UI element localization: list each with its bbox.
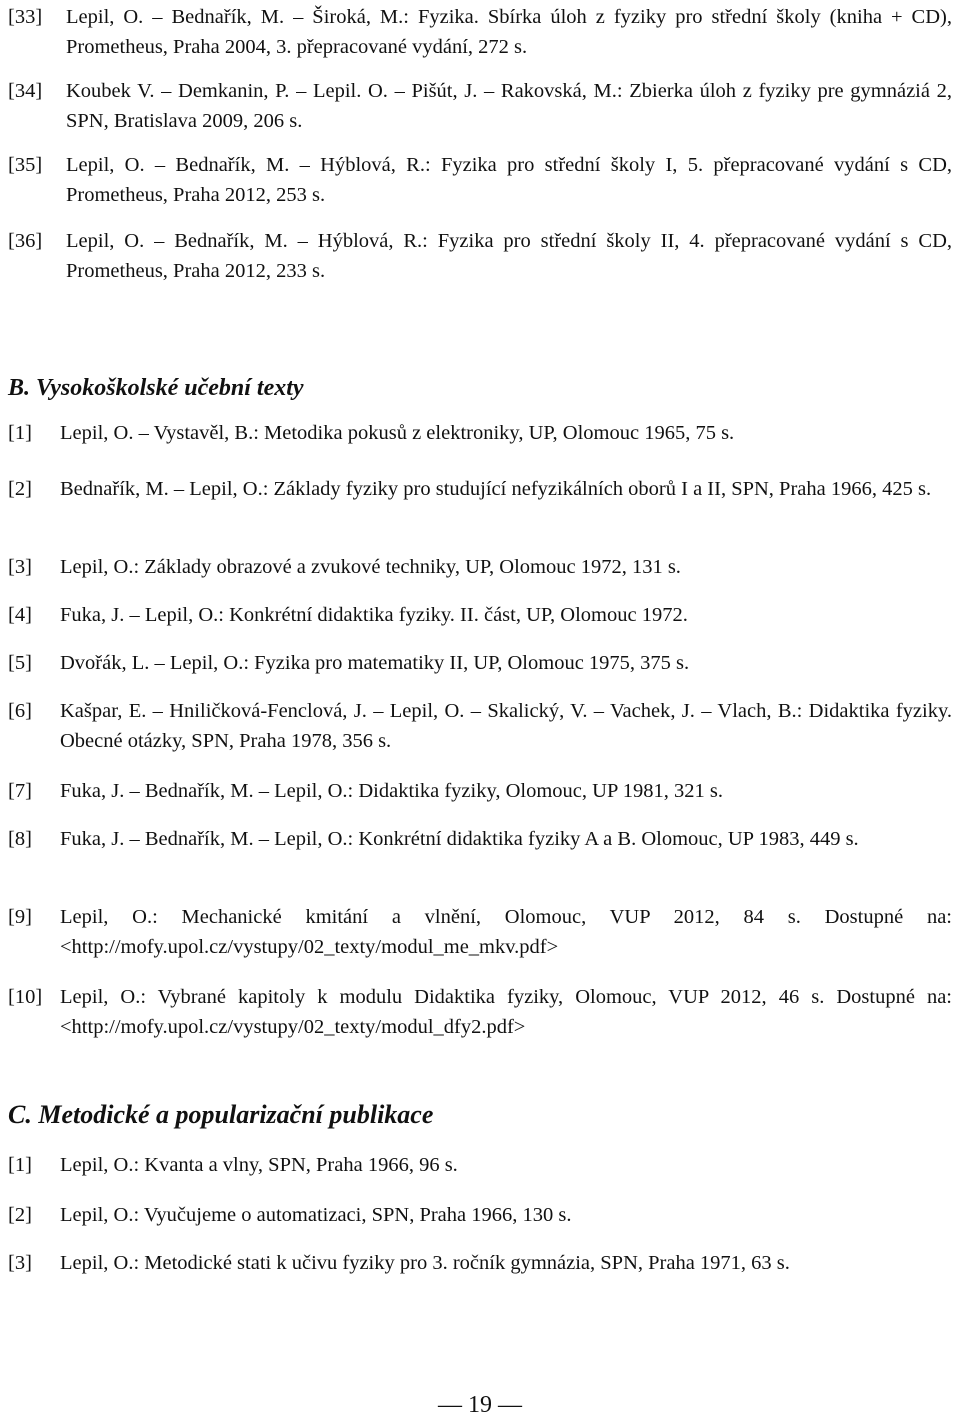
reference-item xyxy=(8,2,952,62)
reference-number: [7] xyxy=(8,780,32,802)
reference-number: [1] xyxy=(8,1154,32,1176)
reference-text: Lepil, O.: Vybrané kapitoly k modulu Didaktika fyziky, Olomouc, VUP 2012, 46 s. Dostupné na: <http://mofy.upol.cz/vystupy/02_texty/modul_dfy2.pdf> xyxy=(60,986,952,1038)
reference-number: [2] xyxy=(8,1204,32,1226)
reference-text: Lepil, O. – Bednařík, M. – Široká, M.: Fyzika. Sbírka úloh z fyziky pro střední školy (kniha + CD), Prometheus, Praha 2004, 3. přepracované vydání, 272 s. xyxy=(66,6,952,58)
reference-item xyxy=(8,1150,952,1180)
reference-number: [33] xyxy=(8,6,43,28)
reference-item xyxy=(8,982,952,1042)
reference-text: Lepil, O.: Mechanické kmitání a vlnění, Olomouc, VUP 2012, 84 s. Dostupné na: <http://mofy.upol.cz/vystupy/02_texty/modul_me_mkv.pdf> xyxy=(60,906,952,958)
reference-item xyxy=(8,226,952,286)
reference-text: Lepil, O.: Vyučujeme o automatizaci, SPN, Praha 1966, 130 s. xyxy=(60,1204,572,1226)
reference-text: Lepil, O.: Základy obrazové a zvukové techniky, UP, Olomouc 1972, 131 s. xyxy=(60,556,681,578)
reference-text: Lepil, O. – Bednařík, M. – Hýblová, R.: Fyzika pro střední školy I, 5. přepracované vydání s CD, Prometheus, Praha 2012, 253 s. xyxy=(66,154,952,206)
reference-item xyxy=(8,648,952,678)
reference-text: Bednařík, M. – Lepil, O.: Základy fyziky pro studující nefyzikálních oborů I a II, SPN, Praha 1966, 425 s. xyxy=(60,478,932,500)
reference-text: Dvořák, L. – Lepil, O.: Fyzika pro matematiky II, UP, Olomouc 1975, 375 s. xyxy=(60,652,690,674)
reference-number: [36] xyxy=(8,230,43,252)
reference-number: [3] xyxy=(8,556,32,578)
reference-text: Kašpar, E. – Hniličková-Fenclová, J. – Lepil, O. – Skalický, V. – Vachek, J. – Vlach, B.: Didaktika fyziky. Obecné otázky, SPN, Praha 1978, 356 s. xyxy=(60,700,952,752)
reference-number: [4] xyxy=(8,604,32,626)
reference-number: [5] xyxy=(8,652,32,674)
reference-item xyxy=(8,902,952,962)
reference-number: [10] xyxy=(8,986,43,1008)
reference-item xyxy=(8,824,952,854)
reference-item xyxy=(8,600,952,630)
reference-text: Lepil, O.: Metodické stati k učivu fyziky pro 3. ročník gymnázia, SPN, Praha 1971, 63 s. xyxy=(60,1252,790,1274)
reference-text: Fuka, J. – Lepil, O.: Konkrétní didaktika fyziky. II. část, UP, Olomouc 1972. xyxy=(60,604,688,626)
reference-item xyxy=(8,150,952,210)
reference-item xyxy=(8,696,952,756)
reference-item xyxy=(8,76,952,136)
reference-item xyxy=(8,1248,952,1278)
reference-text: Koubek V. – Demkanin, P. – Lepil. O. – Pišút, J. – Rakovská, M.: Zbierka úloh z fyziky pre gymnáziá 2, SPN, Bratislava 2009, 206 s. xyxy=(66,80,952,132)
reference-text: Fuka, J. – Bednařík, M. – Lepil, O.: Didaktika fyziky, Olomouc, UP 1981, 321 s. xyxy=(60,780,723,802)
reference-text: Lepil, O. – Bednařík, M. – Hýblová, R.: Fyzika pro střední školy II, 4. přepracované vydání s CD, Prometheus, Praha 2012, 233 s. xyxy=(66,230,952,282)
reference-number: [35] xyxy=(8,154,43,176)
reference-text: Lepil, O.: Kvanta a vlny, SPN, Praha 1966, 96 s. xyxy=(60,1154,458,1176)
reference-item xyxy=(8,1200,952,1230)
reference-item xyxy=(8,474,952,504)
reference-number: [34] xyxy=(8,80,43,102)
reference-number: [1] xyxy=(8,422,32,444)
reference-text: Lepil, O. – Vystavěl, B.: Metodika pokusů z elektroniky, UP, Olomouc 1965, 75 s. xyxy=(60,422,735,444)
section-heading-c: C. Metodické a popularizační publikace xyxy=(8,1100,434,1129)
reference-number: [2] xyxy=(8,478,32,500)
reference-item xyxy=(8,418,952,448)
reference-item xyxy=(8,776,952,806)
reference-number: [6] xyxy=(8,700,32,722)
reference-text: Fuka, J. – Bednařík, M. – Lepil, O.: Konkrétní didaktika fyziky A a B. Olomouc, UP 1983, 449 s. xyxy=(60,828,859,850)
reference-number: [3] xyxy=(8,1252,32,1274)
reference-number: [8] xyxy=(8,828,32,850)
section-heading-b: B. Vysokoškolské učební texty xyxy=(8,375,304,401)
reference-number: [9] xyxy=(8,906,32,928)
reference-item xyxy=(8,552,952,582)
page-number: — 19 — xyxy=(438,1392,522,1418)
